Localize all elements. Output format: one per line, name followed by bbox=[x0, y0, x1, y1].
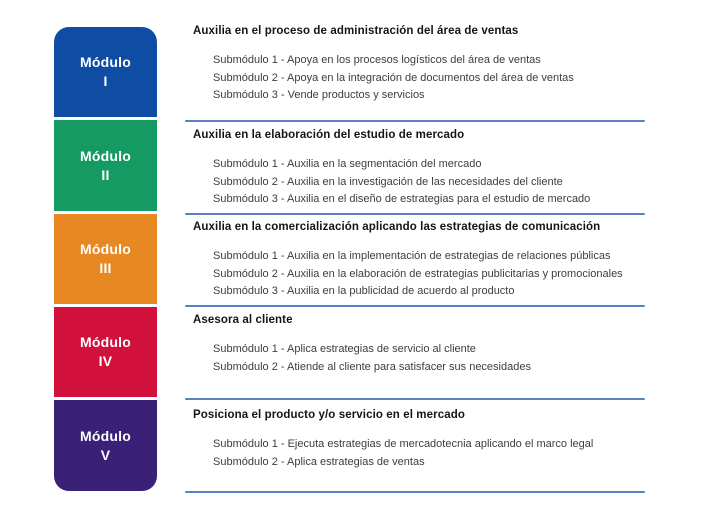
module-numeral: I bbox=[103, 73, 108, 89]
submodule-item: Submódulo 1 - Auxilia en la segmentación del mercado bbox=[213, 158, 482, 170]
submodule-list bbox=[185, 341, 647, 376]
separator-line bbox=[185, 213, 645, 215]
module-box-label bbox=[80, 427, 131, 465]
submodule-list bbox=[185, 52, 647, 105]
separator-line bbox=[185, 398, 645, 400]
module-numeral: V bbox=[100, 446, 111, 463]
module-word: Módulo bbox=[80, 147, 131, 164]
submodule-item: Submódulo 3 - Vende productos y servicios bbox=[213, 89, 425, 101]
module-section-2 bbox=[185, 128, 647, 209]
module-section-1 bbox=[185, 24, 647, 105]
submodule-item: Submódulo 2 - Auxilia en la elaboración de estrategias publicitarias y promocionales bbox=[213, 267, 623, 280]
section-title: Auxilia en la comercialización aplicando las estrategias de comunicación bbox=[193, 221, 601, 233]
separator-line bbox=[185, 491, 645, 493]
module-box-label bbox=[80, 53, 131, 91]
separator-line bbox=[185, 120, 645, 122]
module-box-2 bbox=[54, 120, 157, 211]
module-numeral: II bbox=[101, 166, 110, 183]
submodule-item: Submódulo 2 - Aplica estrategias de ventas bbox=[213, 455, 425, 468]
section-title: Asesora al cliente bbox=[193, 314, 293, 326]
submodule-list bbox=[185, 156, 647, 209]
module-word: Módulo bbox=[80, 241, 131, 257]
submodule-item: Submódulo 1 - Apoya en los procesos logísticos del área de ventas bbox=[213, 54, 541, 66]
module-section-4 bbox=[185, 313, 647, 376]
module-box-label bbox=[80, 147, 131, 185]
module-numeral: IV bbox=[98, 353, 113, 369]
submodule-item: Submódulo 2 - Auxilia en la investigación de las necesidades del cliente bbox=[213, 175, 563, 188]
module-box-3 bbox=[54, 214, 157, 304]
submodule-item: Submódulo 1 - Ejecuta estrategias de mercadotecnia aplicando el marco legal bbox=[213, 438, 594, 450]
submodule-item: Submódulo 1 - Aplica estrategias de servicio al cliente bbox=[213, 343, 476, 355]
separator-line bbox=[185, 305, 645, 307]
module-numeral: III bbox=[99, 260, 112, 276]
module-word: Módulo bbox=[80, 334, 131, 350]
submodule-item: Submódulo 3 - Auxilia en el diseño de estrategias para el estudio de mercado bbox=[213, 193, 591, 205]
section-title: Auxilia en el proceso de administración del área de ventas bbox=[193, 25, 519, 37]
submodule-item: Submódulo 3 - Auxilia en la publicidad de acuerdo al producto bbox=[213, 285, 515, 297]
module-section-3 bbox=[185, 220, 647, 301]
module-section-5 bbox=[185, 408, 647, 471]
module-box-4 bbox=[54, 307, 157, 397]
section-title: Posiciona el producto y/o servicio en el mercado bbox=[193, 409, 465, 421]
submodule-item: Submódulo 2 - Atiende al cliente para satisfacer sus necesidades bbox=[213, 360, 531, 373]
module-box-label bbox=[80, 333, 131, 371]
section-title: Auxilia en la elaboración del estudio de mercado bbox=[193, 129, 465, 141]
module-box-label bbox=[80, 240, 131, 278]
module-box-1 bbox=[54, 27, 157, 117]
submodule-item: Submódulo 1 - Auxilia en la implementación de estrategias de relaciones públicas bbox=[213, 250, 611, 262]
module-word: Módulo bbox=[80, 54, 131, 70]
submodule-list bbox=[185, 248, 647, 301]
module-box-5 bbox=[54, 400, 157, 491]
submodule-list bbox=[185, 436, 647, 471]
submodule-item: Submódulo 2 - Apoya en la integración de documentos del área de ventas bbox=[213, 71, 574, 84]
module-word: Módulo bbox=[80, 427, 131, 444]
